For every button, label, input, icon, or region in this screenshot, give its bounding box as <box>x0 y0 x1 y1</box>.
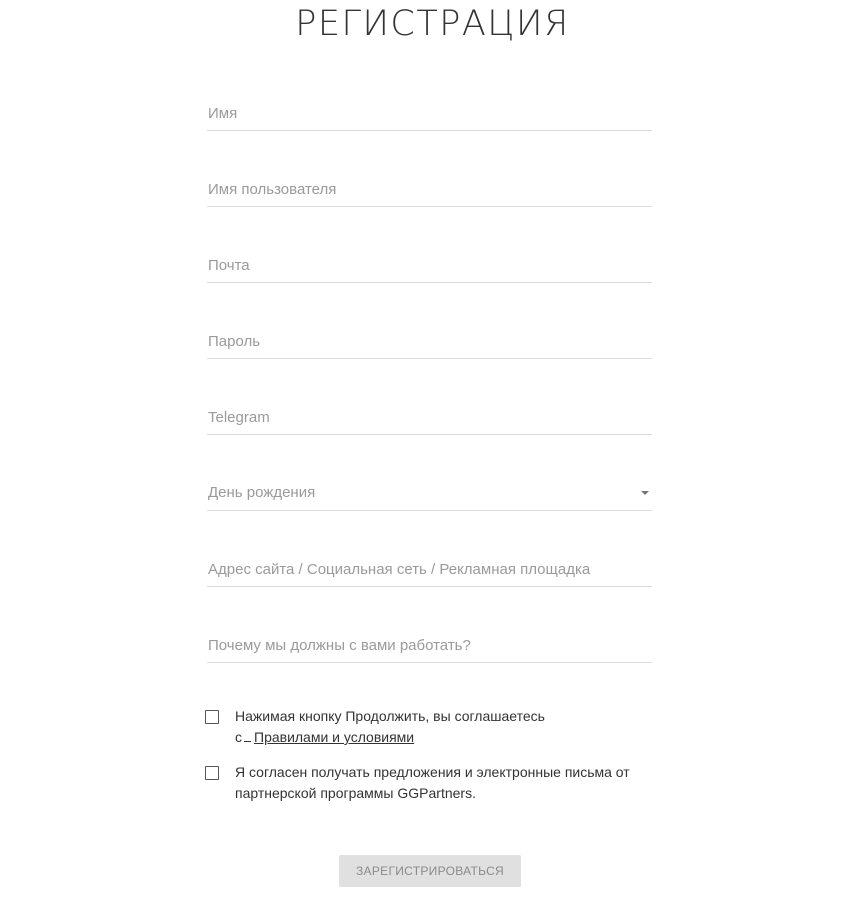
terms-text-line1: Нажимая кнопку Продолжить, вы соглашаетесь <box>235 708 545 724</box>
birthday-select[interactable] <box>207 480 652 511</box>
dropdown-caret-icon <box>641 491 649 495</box>
newsletter-agreement-text: Я согласен получать предложения и электронные письма от партнерской программы GGPartners. <box>235 764 630 801</box>
page-title: РЕГИСТРАЦИЯ <box>295 4 570 44</box>
telegram-field <box>207 404 652 435</box>
name-field <box>207 100 652 131</box>
website-field <box>207 556 652 587</box>
terms-link[interactable]: Правилами и условиями <box>254 729 415 745</box>
website-input[interactable] <box>208 556 628 582</box>
terms-underscore-mark <box>244 730 251 742</box>
terms-text-prefix: с <box>235 729 242 745</box>
newsletter-checkbox[interactable] <box>205 766 219 780</box>
telegram-input[interactable] <box>208 404 628 430</box>
email-input[interactable] <box>208 252 628 278</box>
email-field <box>207 252 652 283</box>
register-button[interactable]: ЗАРЕГИСТРИРОВАТЬСЯ <box>339 855 521 887</box>
terms-checkbox[interactable] <box>205 710 219 724</box>
reason-input[interactable] <box>208 632 628 658</box>
reason-field <box>207 632 652 663</box>
terms-agreement-text <box>235 706 650 748</box>
password-input[interactable] <box>208 328 628 354</box>
name-input[interactable] <box>208 100 628 126</box>
username-field <box>207 176 652 207</box>
password-field <box>207 328 652 359</box>
username-input[interactable] <box>208 176 628 202</box>
birthday-select-label: День рождения <box>208 484 316 501</box>
